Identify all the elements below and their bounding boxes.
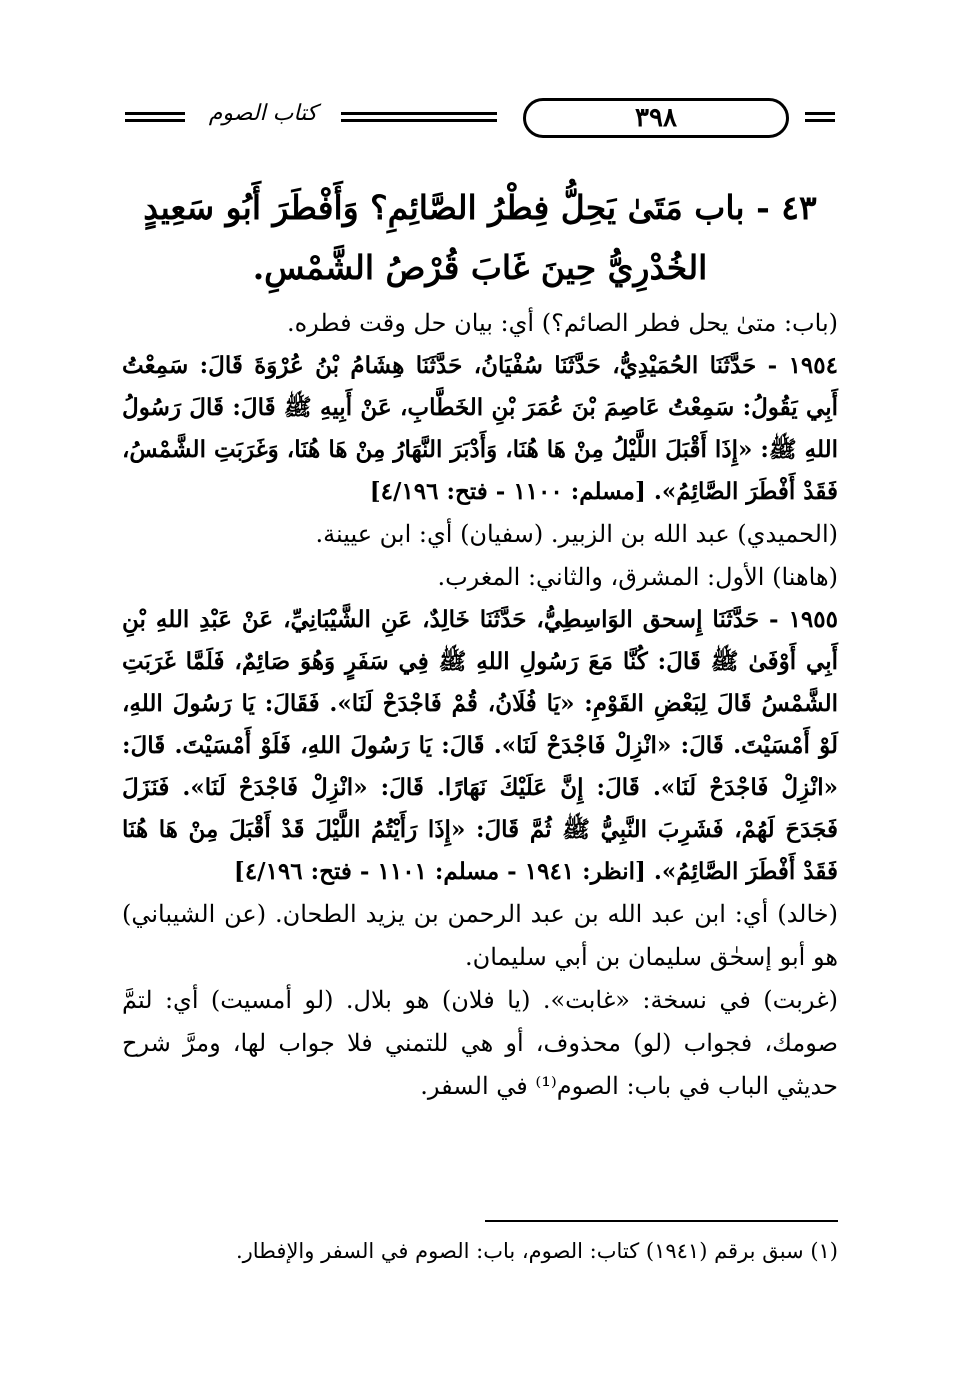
paragraph-commentary: (هاهنا) الأول: المشرق، والثاني: المغرب. xyxy=(437,563,838,591)
footnote-divider xyxy=(485,1220,838,1222)
paragraph-hadith: ١٩٥٤ - حَدَّثَنَا الحُمَيْدِيُّ، حَدَّثَنَا سُفْيَانُ، حَدَّثَنَا هِشَامُ بْنُ عُرْوَةَ قَالَ: سَمِعْتُ أَبِي يَقُولُ: سَمِعْتُ عَاصِمَ بْنَ عُمَرَ بْنِ الخَطَّابِ، عَنْ أَبِيهِ ﷺ قَالَ: قَالَ رَسُولُ اللهِ ﷺ: «إِذَا أَقْبَلَ اللَّيْلُ مِنْ هَا هُنَا، وَأَدْبَرَ النَّهَارُ مِنْ هَا هُنَا، وَغَرَبَتِ الشَّمْسُ، فَقَدْ أَفْطَرَ الصَّائِمُ». [مسلم: ١١٠٠ - فتح: ٤/١٩٦] xyxy=(122,352,838,505)
paragraph-commentary: (خالد) أي: ابن عبد الله بن عبد الرحمن بن يزيد الطحان. (عن الشيباني) هو أبو إسحٰق سليمان بن أبي سليمان. xyxy=(122,900,838,971)
paragraph-commentary: (باب: متىٰ يحل فطر الصائم؟) أي: بيان حل وقت فطره. xyxy=(286,309,838,337)
footnote: (١) سبق برقم (١٩٤١) كتاب: الصوم، باب: الصوم في السفر والإفطار. xyxy=(235,1239,838,1263)
chapter-heading: ٤٣ - باب مَتَىٰ يَحِلُّ فِطْرُ الصَّائِمِ؟ وَأَفْطَرَ أَبُو سَعِيدٍ الخُدْرِيُّ حِينَ غَابَ قُرْصُ الشَّمْسِ. xyxy=(143,188,817,287)
paragraph-commentary: (غربت) في نسخة: «غابت». (يا فلان) هو بلال. (لو أمسيت) أي: لتمَّ صومك، فجواب (لو) محذوف، أو هي للتمني فلا جواب لها، ومرَّ شرح حديثي الباب في باب: الصوم⁽¹⁾ في السفر. xyxy=(122,986,838,1100)
paragraph-commentary: (الحميدي) عبد الله بن الزبير. (سفيان) أي: ابن عيينة. xyxy=(315,520,838,548)
main-text xyxy=(122,178,838,1108)
running-header xyxy=(125,98,835,142)
section-title: كتاب الصوم xyxy=(208,101,318,126)
header-rule-left xyxy=(125,112,185,126)
header-rule-middle xyxy=(341,112,497,126)
page-number: ٣٩٨ xyxy=(523,98,789,138)
header-rule-right xyxy=(805,112,835,126)
paragraph-hadith: ١٩٥٥ - حَدَّثَنَا إِسحق الوَاسِطِيُّ، حَدَّثَنَا خَالِدٌ، عَنِ الشَّيْبَانِيِّ، عَنْ عَبْدِ اللهِ بْنِ أَبِي أَوْفَىٰ ﷺ قَالَ: كُنَّا مَعَ رَسُولِ اللهِ ﷺ فِي سَفَرٍ وَهُوَ صَائِمٌ، فَلَمَّا غَرَبَتِ الشَّمْسُ قَالَ لِبَعْضِ القَوْمِ: «يَا فُلَانُ، قُمْ فَاجْدَحْ لَنَا». فَقَالَ: يَا رَسُولَ اللهِ، لَوْ أَمْسَيْتَ. قَالَ: «انْزِلْ فَاجْدَحْ لَنَا». قَالَ: يَا رَسُولَ اللهِ، فَلَوْ أَمْسَيْتَ. قَالَ: «انْزِلْ فَاجْدَحْ لَنَا». قَالَ: إِنَّ عَلَيْكَ نَهَارًا. قَالَ: «انْزِلْ فَاجْدَحْ لَنَا». فَنَزَلَ فَجَدَحَ لَهُمْ، فَشَرِبَ النَّبِيُّ ﷺ ثُمَّ قَالَ: «إِذَا رَأَيْتُمُ اللَّيْلَ قَدْ أَقْبَلَ مِنْ هَا هُنَا فَقَدْ أَفْطَرَ الصَّائِمُ». [انظر: ١٩٤١ - مسلم: ١١٠١ - فتح: ٤/١٩٦] xyxy=(122,606,838,885)
